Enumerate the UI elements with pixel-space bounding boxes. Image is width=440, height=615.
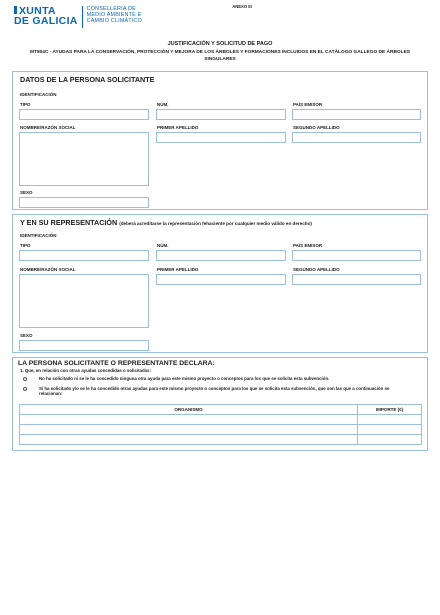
declara-item-1: 1. Que, en relación con otras ayudas concedidas o solicitadas:: [20, 368, 152, 373]
logo-line-1: XUNTA: [14, 6, 78, 16]
tipo-label: TIPO: [20, 102, 31, 107]
nombre-label: NOMBRE/RAZÓN SOCIAL: [20, 125, 76, 130]
segundo-apellido-label: SEGUNDO APELLIDO: [293, 125, 340, 130]
option-no-radio[interactable]: [23, 377, 27, 381]
option-no-text: No ha solicitado ni se le ha concedido ninguna otra ayuda para este mismo proyecto o conceptos para los que se solicita esta subvención.: [39, 376, 330, 381]
department-name: [87, 6, 142, 25]
sexo-label: SEXO: [20, 190, 33, 195]
option-si-radio[interactable]: [23, 387, 27, 391]
rep-nombre-field[interactable]: [19, 274, 149, 328]
organismos-table: [19, 404, 422, 445]
logo-divider: [82, 6, 83, 28]
pais-label: PAÍS EMISOR: [293, 102, 323, 107]
nombre-field[interactable]: [19, 132, 149, 186]
identificacion-label: IDENTIFICACIÓN: [20, 92, 57, 97]
rep-primer-apellido-label: PRIMER APELLIDO: [157, 267, 199, 272]
segundo-apellido-field[interactable]: [292, 132, 421, 143]
num-field[interactable]: [156, 109, 286, 120]
rep-num-field[interactable]: [156, 250, 286, 261]
rep-sexo-field[interactable]: [19, 340, 149, 351]
rep-tipo-field[interactable]: [19, 250, 149, 261]
page-subtitle: MT804C - AYUDAS PARA LA CONSERVACIÓN, PROTECCIÓN Y MEJORA DE LOS ÁRBOLES Y FORMACIONES INCLUIDOS EN EL CATÁLOGO GALLEGO DE ÁRBOLES SINGULARES: [30, 50, 410, 62]
logo-line-2: DE GALICIA: [14, 15, 78, 27]
section-solicitante-title: DATOS DE LA PERSONA SOLICITANTE: [20, 75, 155, 84]
section-representacion-title: [20, 218, 312, 227]
organismo-cell[interactable]: [20, 415, 358, 425]
col-organismo: ORGANISMO: [20, 405, 358, 415]
rep-pais-label: PAÍS EMISOR: [293, 243, 323, 248]
tipo-field[interactable]: [19, 109, 149, 120]
page-title: JUSTIFICACIÓN Y SOLICITUD DE PAGO: [167, 41, 273, 47]
representacion-note: (deberá acreditarse la representación fehaciente por cualquier medio válido en derecho): [119, 221, 312, 226]
rep-tipo-label: TIPO: [20, 243, 31, 248]
primer-apellido-field[interactable]: [156, 132, 286, 143]
rep-num-label: NÚM.: [157, 243, 169, 248]
dept-line-2: MEDIO AMBIENTE E: [86, 12, 142, 19]
dept-line-1: CONSELLERÍA DE: [86, 6, 136, 12]
organismo-cell[interactable]: [20, 435, 358, 445]
rep-nombre-label: NOMBRE/RAZÓN SOCIAL: [20, 267, 76, 272]
section-declara-title: LA PERSONA SOLICITANTE O REPRESENTANTE DECLARA:: [18, 360, 215, 367]
rep-segundo-apellido-label: SEGUNDO APELLIDO: [293, 267, 340, 272]
pais-field[interactable]: [292, 109, 421, 120]
dept-line-3: CAMBIO CLIMÁTICO: [86, 18, 142, 25]
rep-sexo-label: SEXO: [20, 333, 33, 338]
organismo-cell[interactable]: [20, 425, 358, 435]
primer-apellido-label: PRIMER APELLIDO: [157, 125, 199, 130]
rep-segundo-apellido-field[interactable]: [292, 274, 421, 285]
col-importe: IMPORTE (€): [358, 405, 422, 415]
anexo-label: ANEXO III: [232, 4, 252, 9]
importe-cell[interactable]: [358, 435, 422, 445]
rep-identificacion-label: IDENTIFICACIÓN: [20, 233, 57, 238]
table-row: [20, 435, 422, 445]
xunta-logo: [14, 6, 174, 28]
flag-icon: [14, 6, 17, 14]
table-row: [20, 415, 422, 425]
logo-wordmark: [14, 6, 78, 26]
table-row: [20, 425, 422, 435]
table-header-row: [20, 405, 422, 415]
rep-primer-apellido-field[interactable]: [156, 274, 286, 285]
sexo-field[interactable]: [19, 197, 149, 208]
importe-cell[interactable]: [358, 415, 422, 425]
num-label: NÚM.: [157, 102, 169, 107]
rep-pais-field[interactable]: [292, 250, 421, 261]
importe-cell[interactable]: [358, 425, 422, 435]
option-si-text: Sí ha solicitado y/o se le ha concedido otras ayudas para este mismo proyecto o conceptos para los que se solicita esta subvención, que son las que a continuación se relacionan:: [39, 386, 390, 397]
representacion-title-text: Y EN SU REPRESENTACIÓN: [20, 218, 118, 227]
